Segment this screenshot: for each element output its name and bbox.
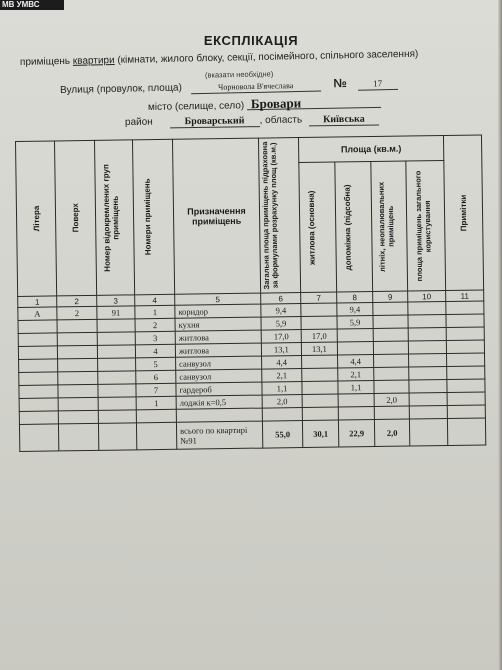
cell-litera [19,398,58,412]
total-row [19,418,485,452]
cell-total: 2,0 [262,395,302,409]
cell-litera [18,320,57,334]
cell-notes [447,392,485,406]
col-num: 11 [446,290,484,302]
total-label: всього по квартирі №91 [176,421,262,449]
header-notes: Примітки [443,135,483,291]
cell-living: 17,0 [301,329,337,343]
cell-floor [57,345,97,359]
total-empty [58,423,98,451]
street-row [60,75,398,97]
city-label: місто (селище, село) [147,100,245,113]
cell-living [302,407,338,421]
cell-summer: 2,0 [374,393,409,406]
cell-common [409,405,447,419]
city-row [148,96,381,113]
region-label: , область [259,114,303,127]
cell-floor [57,332,97,346]
cell-common [409,353,447,367]
cell-common [408,314,446,328]
cell-aux: 9,4 [337,303,373,317]
cell-floor [58,358,98,372]
cell-purpose [176,408,262,422]
cell-litera [19,372,58,386]
cell-aux [337,329,373,343]
col-num: 1 [18,296,57,308]
header-living: житлова (основна) [299,162,337,292]
cell-living [302,368,338,382]
cell-purpose: житлова [175,343,261,357]
total-summer-sum: 2,0 [374,419,409,446]
cell-aux [338,407,374,421]
header-summer: літніх, неопалювальних приміщень [371,161,408,291]
cell-summer [374,380,409,393]
col-num: 4 [135,294,175,306]
header-area-group: Площа (кв.м.) [298,136,443,163]
cell-summer [373,315,408,328]
cell-notes [446,301,484,315]
cell-aux [338,394,374,408]
paper-edge [498,0,502,670]
cell-litera [19,359,58,373]
col-num: 10 [408,291,446,303]
cell-common [409,392,447,406]
cell-room: 5 [136,357,176,371]
total-living-sum: 30,1 [302,420,338,448]
cell-group [97,332,135,346]
cell-common [408,302,446,316]
cell-notes [446,314,484,328]
cell-floor [57,319,97,333]
cell-room: 6 [136,370,176,384]
total-area-sum: 55,0 [262,421,302,449]
cell-summer [374,406,409,419]
cell-total: 1,1 [262,382,302,396]
cell-purpose: кухня [175,317,261,331]
cell-litera [19,385,58,399]
cell-floor [58,397,98,411]
cell-common [409,366,447,380]
street-label: Вулиця (провулок, площа) [59,82,183,96]
cell-purpose: коридор [175,304,261,318]
district-label: район [124,116,153,128]
cell-room: 1 [135,305,175,319]
street-value: Чорновола В'ячеслава [191,80,321,95]
cell-litera: А [18,307,57,321]
subtitle-hint: (вказати необхідне) [204,69,274,80]
cell-summer [373,328,408,341]
cell-aux: 2,1 [338,368,374,382]
cell-aux: 4,4 [338,355,374,369]
city-value: Бровари [247,96,381,110]
cell-room [136,409,176,423]
col-num: 8 [337,292,373,304]
cell-purpose: санвузол [176,369,262,383]
cell-summer [373,302,408,315]
total-empty [136,422,176,450]
cell-living [301,316,337,330]
header-common: площа приміщень загального користування [406,161,446,292]
cell-group [98,397,136,411]
col-num: 3 [97,295,135,307]
header-auxiliary: допоміжна (підсобна) [335,162,373,292]
cell-summer [374,367,409,380]
header-litera: Літера [16,141,57,297]
cell-notes [447,353,485,367]
cell-living [301,303,337,317]
col-num: 9 [373,291,408,302]
cell-living [302,394,338,408]
cell-total: 9,4 [261,304,301,318]
region-value: Київська [309,113,379,126]
document-title: ЕКСПЛІКАЦІЯ [203,33,299,48]
header-stamp: МВ УМВС [0,0,64,10]
cell-group [98,384,136,398]
header-purpose: Призначення приміщень [172,138,260,294]
col-num: 5 [175,293,261,305]
cell-notes [447,379,485,393]
col-num: 2 [57,295,97,307]
cell-total: 17,0 [261,330,301,344]
cell-group [98,410,136,424]
cell-aux: 5,9 [337,316,373,330]
header-total-area: Загальна площа приміщень підраховна за формулами розрахунку площ (кв.м.) [258,138,300,294]
cell-summer [373,341,408,354]
number-value: 17 [357,78,397,91]
header-floor: Поверх [55,140,97,296]
cell-floor [58,410,98,424]
cell-purpose: гардероб [176,382,262,396]
cell-aux [337,342,373,356]
cell-litera [18,333,57,347]
cell-summer [374,354,409,367]
cell-purpose: лоджія к=0,5 [176,395,262,409]
district-row [125,113,379,129]
cell-room: 4 [135,344,175,358]
cell-living: 13,1 [301,342,337,356]
cell-total: 13,1 [261,343,301,357]
explication-table [15,134,486,451]
total-empty [98,423,136,451]
cell-room: 2 [135,318,175,332]
cell-floor: 2 [57,306,97,320]
cell-room: 1 [136,396,176,410]
cell-floor [58,384,98,398]
cell-purpose: житлова [175,330,261,344]
district-value: Броварський [169,115,259,128]
cell-total [262,408,302,422]
cell-litera [18,346,57,360]
subtitle-underlined: квартири [72,55,115,67]
cell-common [408,327,446,341]
cell-notes [446,327,484,341]
cell-common [409,379,447,393]
subtitle-line [20,47,480,68]
total-empty [447,418,485,446]
cell-group [97,319,135,333]
cell-floor [58,371,98,385]
cell-notes [446,340,484,354]
cell-litera [19,411,58,425]
cell-group [98,371,136,385]
header-group-no: Номер відокремлених груп приміщень [94,140,134,296]
cell-total: 4,4 [262,356,302,370]
col-num: 6 [261,293,301,305]
cell-purpose: санвузол [176,356,262,370]
total-empty [409,418,447,446]
col-num: 7 [301,292,337,304]
cell-common [408,340,446,354]
cell-group [98,358,136,372]
total-aux-sum: 22,9 [338,420,374,448]
cell-living [302,381,338,395]
explication-table-wrap [15,134,486,451]
total-empty [19,424,58,452]
cell-room: 7 [136,383,176,397]
header-room-no: Номери приміщень [132,139,174,295]
cell-living [302,355,338,369]
subtitle-rest: (кімнати, жилого блоку, секції, посімейного, спільного заселення) [114,48,419,67]
cell-total: 5,9 [261,317,301,331]
cell-group: 91 [97,306,135,320]
cell-room: 3 [135,331,175,345]
number-label: № [333,75,347,91]
cell-group [97,345,135,359]
cell-notes [447,405,485,419]
subtitle-prefix: приміщень [19,55,73,68]
cell-total: 2,1 [262,369,302,383]
cell-notes [447,366,485,380]
cell-aux: 1,1 [338,381,374,395]
